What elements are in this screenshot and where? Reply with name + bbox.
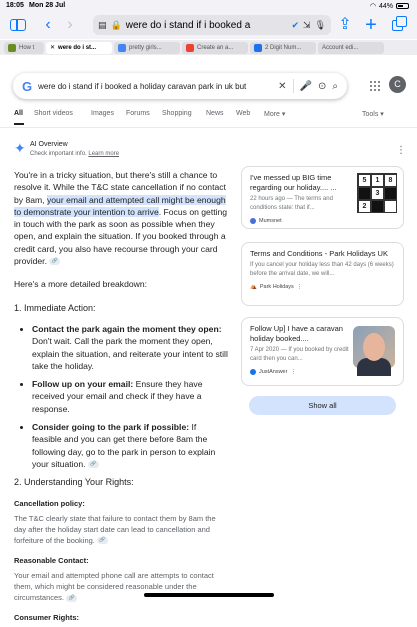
search-query[interactable]: were do i stand if i booked a holiday caravan park in uk but	[38, 81, 247, 91]
puzzle-cell: 2	[358, 200, 371, 213]
home-indicator	[144, 593, 274, 597]
tab-item[interactable]	[318, 42, 384, 54]
list-item	[32, 378, 228, 415]
google-logo: G	[22, 78, 33, 94]
list-item-title: Consider going to the park if possible:	[32, 422, 190, 433]
source-site-name: Mumsnet	[259, 218, 282, 224]
puzzle-cell-black	[384, 187, 397, 200]
reader-icon[interactable]: ⇲	[303, 19, 311, 30]
tab-label: were do i st...	[58, 44, 97, 51]
source-title[interactable]: I've messed up BIG time regarding our holiday.... ...	[250, 173, 337, 192]
nav-news[interactable]: News	[206, 110, 224, 117]
source-snippet: 22 hours ago — The terms and conditions state: that if...	[250, 196, 333, 211]
battery-percent: 44%	[378, 2, 393, 10]
action-list	[14, 323, 228, 470]
ai-overview-body	[14, 169, 228, 627]
microphone-icon[interactable]: 🎤	[299, 80, 312, 92]
section-heading: 1. Immediate Action:	[14, 302, 96, 313]
clear-icon[interactable]: ✕	[278, 80, 287, 92]
list-item	[32, 421, 228, 470]
wifi-icon: ◠	[369, 3, 376, 10]
nav-all[interactable]: All	[14, 110, 23, 117]
list-item-text: If feasible and you can get there before 8am the following day, go to the park in person to explain your situation.	[32, 422, 216, 469]
list-item-title: Contact the park again the moment they open:	[32, 323, 222, 334]
source-site	[250, 284, 395, 290]
puzzle-cell: 5	[358, 174, 371, 187]
source-snippet: If you cancel your holiday less than 42 days (6 weeks) before the arrival date, we will...	[250, 262, 394, 277]
subheading: Cancellation policy:	[14, 498, 85, 508]
source-site-name: JustAnswer	[259, 369, 288, 375]
nav-shopping[interactable]: Shopping	[162, 110, 192, 117]
tab-label: How t	[19, 44, 35, 51]
lens-icon[interactable]: ⊙	[318, 80, 327, 92]
source-site	[250, 218, 395, 224]
puzzle-cell: 1	[371, 174, 384, 187]
tab-item-active[interactable]	[46, 42, 112, 54]
tab-strip	[0, 40, 417, 55]
source-site-name: Park Holidays	[259, 284, 294, 290]
list-item-text: Don't wait. Call the park the moment they open, explain the situation, and reiterate your intent to still take the holiday.	[32, 336, 228, 371]
new-tab-icon[interactable]: +	[365, 14, 377, 36]
subsection-text	[14, 513, 228, 546]
highlighted-text: your email and attempted call might be enough to demonstrate your intention to arrive	[14, 194, 226, 217]
subsection-body: The T&C clearly state that failure to contact them by 8am the day after the holiday start date can lead to cancellation and forfeiture of the booking.	[14, 513, 216, 545]
tab-label: Create an a...	[197, 44, 234, 51]
tab-item[interactable]	[114, 42, 180, 54]
puzzle-cell: 3	[371, 187, 384, 200]
address-bar[interactable]	[93, 15, 331, 35]
nav-web[interactable]: Web	[236, 110, 251, 117]
search-nav	[14, 110, 408, 124]
puzzle-cell-black	[358, 187, 371, 200]
tools-button[interactable]	[362, 110, 384, 118]
more-options-icon[interactable]: ⋮	[296, 284, 303, 290]
lock-icon: 🔒	[110, 19, 122, 30]
tab-label: 2 Digit Num...	[265, 44, 302, 51]
section-heading: 2. Understanding Your Rights:	[14, 477, 134, 488]
learn-more-link[interactable]: Learn more	[88, 151, 120, 157]
show-all-button[interactable]: Show all	[249, 396, 396, 415]
tab-label: pretty girls...	[129, 44, 162, 51]
microphone-icon[interactable]: 🎙	[314, 19, 326, 30]
nav-more-label: More	[264, 111, 280, 118]
tab-item[interactable]	[4, 42, 44, 54]
tools-label: Tools	[362, 111, 379, 118]
chevron-down-icon: ▾	[380, 111, 384, 118]
puzzle-cell-black	[371, 200, 384, 213]
tab-item[interactable]	[250, 42, 316, 54]
nav-more[interactable]	[264, 110, 285, 118]
more-options-icon[interactable]: ⋮	[290, 369, 296, 375]
chevron-down-icon: ▾	[281, 111, 286, 118]
nav-images[interactable]: Images	[91, 110, 114, 117]
apps-grid-icon[interactable]	[370, 81, 380, 91]
browser-toolbar	[0, 11, 417, 39]
intro-text: You're in a tricky situation, but there's still a chance to resolve it. While the T&C state cancellation if no contact by 8am,	[14, 170, 226, 205]
profile-photo-thumbnail	[353, 326, 395, 368]
puzzle-thumbnail	[357, 173, 397, 213]
sparkle-icon: ✦	[14, 140, 26, 156]
tab-item[interactable]	[182, 42, 248, 54]
site-favicon: ⛺	[250, 284, 257, 290]
close-tab-icon[interactable]: ✕	[50, 45, 56, 51]
breakdown-lead: Here's a more detailed breakdown:	[14, 279, 148, 290]
tab-favicon	[254, 44, 262, 52]
sidebar-toggle-icon[interactable]	[10, 16, 28, 34]
battery-icon	[396, 3, 409, 9]
google-search-box[interactable]	[13, 73, 347, 99]
forward-icon[interactable]: ›	[67, 16, 73, 33]
intro-text-end: . Focus on getting in touch with the park as soon as possible when they open, and explain the situation. If you booked through a credit card, you also have recourse through your card provider.	[14, 206, 228, 267]
subheading: Reasonable Contact:	[14, 555, 89, 565]
source-snippet: 7 Apr 2020 — If you booked by credit card then you can...	[250, 347, 349, 362]
status-date: Mon 28 Jul	[29, 2, 66, 9]
site-favicon	[250, 369, 256, 375]
source-card[interactable]	[241, 242, 404, 306]
active-tab-indicator	[14, 123, 24, 125]
status-bar	[0, 0, 417, 11]
link-icon[interactable]: 🔗	[49, 258, 60, 265]
list-item-title: Follow up on your email:	[32, 379, 134, 390]
link-icon[interactable]: 🔗	[66, 595, 77, 602]
extension-icon[interactable]: ✔	[291, 19, 300, 30]
back-icon[interactable]: ‹	[45, 16, 51, 33]
ai-overview-notice: Check important info.	[30, 151, 87, 157]
link-icon[interactable]: 🔗	[97, 537, 108, 544]
tab-favicon	[186, 44, 194, 52]
avatar[interactable]: C	[389, 76, 406, 93]
more-options-icon[interactable]: ⋮	[396, 145, 406, 156]
nav-divider	[0, 127, 417, 128]
subheading: Consumer Rights:	[14, 613, 80, 623]
site-favicon	[250, 218, 256, 224]
tab-favicon	[118, 44, 126, 52]
source-card[interactable]	[241, 317, 404, 386]
tab-label: Account edi...	[322, 44, 359, 51]
puzzle-cell: 8	[384, 174, 397, 187]
search-icon[interactable]: ⌕	[332, 80, 338, 92]
tab-overview-icon[interactable]	[390, 16, 408, 34]
subsection-text	[14, 570, 228, 603]
puzzle-cell	[384, 200, 397, 213]
share-icon[interactable]: ⇪	[338, 16, 352, 33]
source-title[interactable]: Terms and Conditions - Park Holidays UK	[250, 249, 388, 258]
list-item-text: Ensure they have received your email and check if they have a response.	[32, 379, 203, 414]
ai-overview-title: AI Overview	[30, 141, 68, 148]
ai-overview-subtitle	[30, 151, 119, 157]
nav-short-videos[interactable]: Short videos	[34, 110, 73, 117]
status-right	[370, 2, 409, 10]
divider	[293, 79, 294, 93]
source-card[interactable]	[241, 166, 404, 229]
link-icon[interactable]: 🔗	[88, 461, 99, 468]
status-time: 18:05	[6, 2, 24, 9]
source-title[interactable]: Follow Up] I have a caravan holiday booked....	[250, 324, 343, 343]
subsection-body: Your email and attempted phone call are attempts to contact them, which might be considered reasonable under the circumstances.	[14, 571, 214, 603]
page-menu-icon[interactable]: ▤	[98, 19, 107, 30]
tab-favicon	[8, 44, 16, 52]
list-item	[32, 323, 228, 372]
nav-forums[interactable]: Forums	[126, 110, 150, 117]
address-url[interactable]: were do i stand if i booked a	[125, 19, 251, 31]
intro-paragraph	[14, 169, 228, 267]
